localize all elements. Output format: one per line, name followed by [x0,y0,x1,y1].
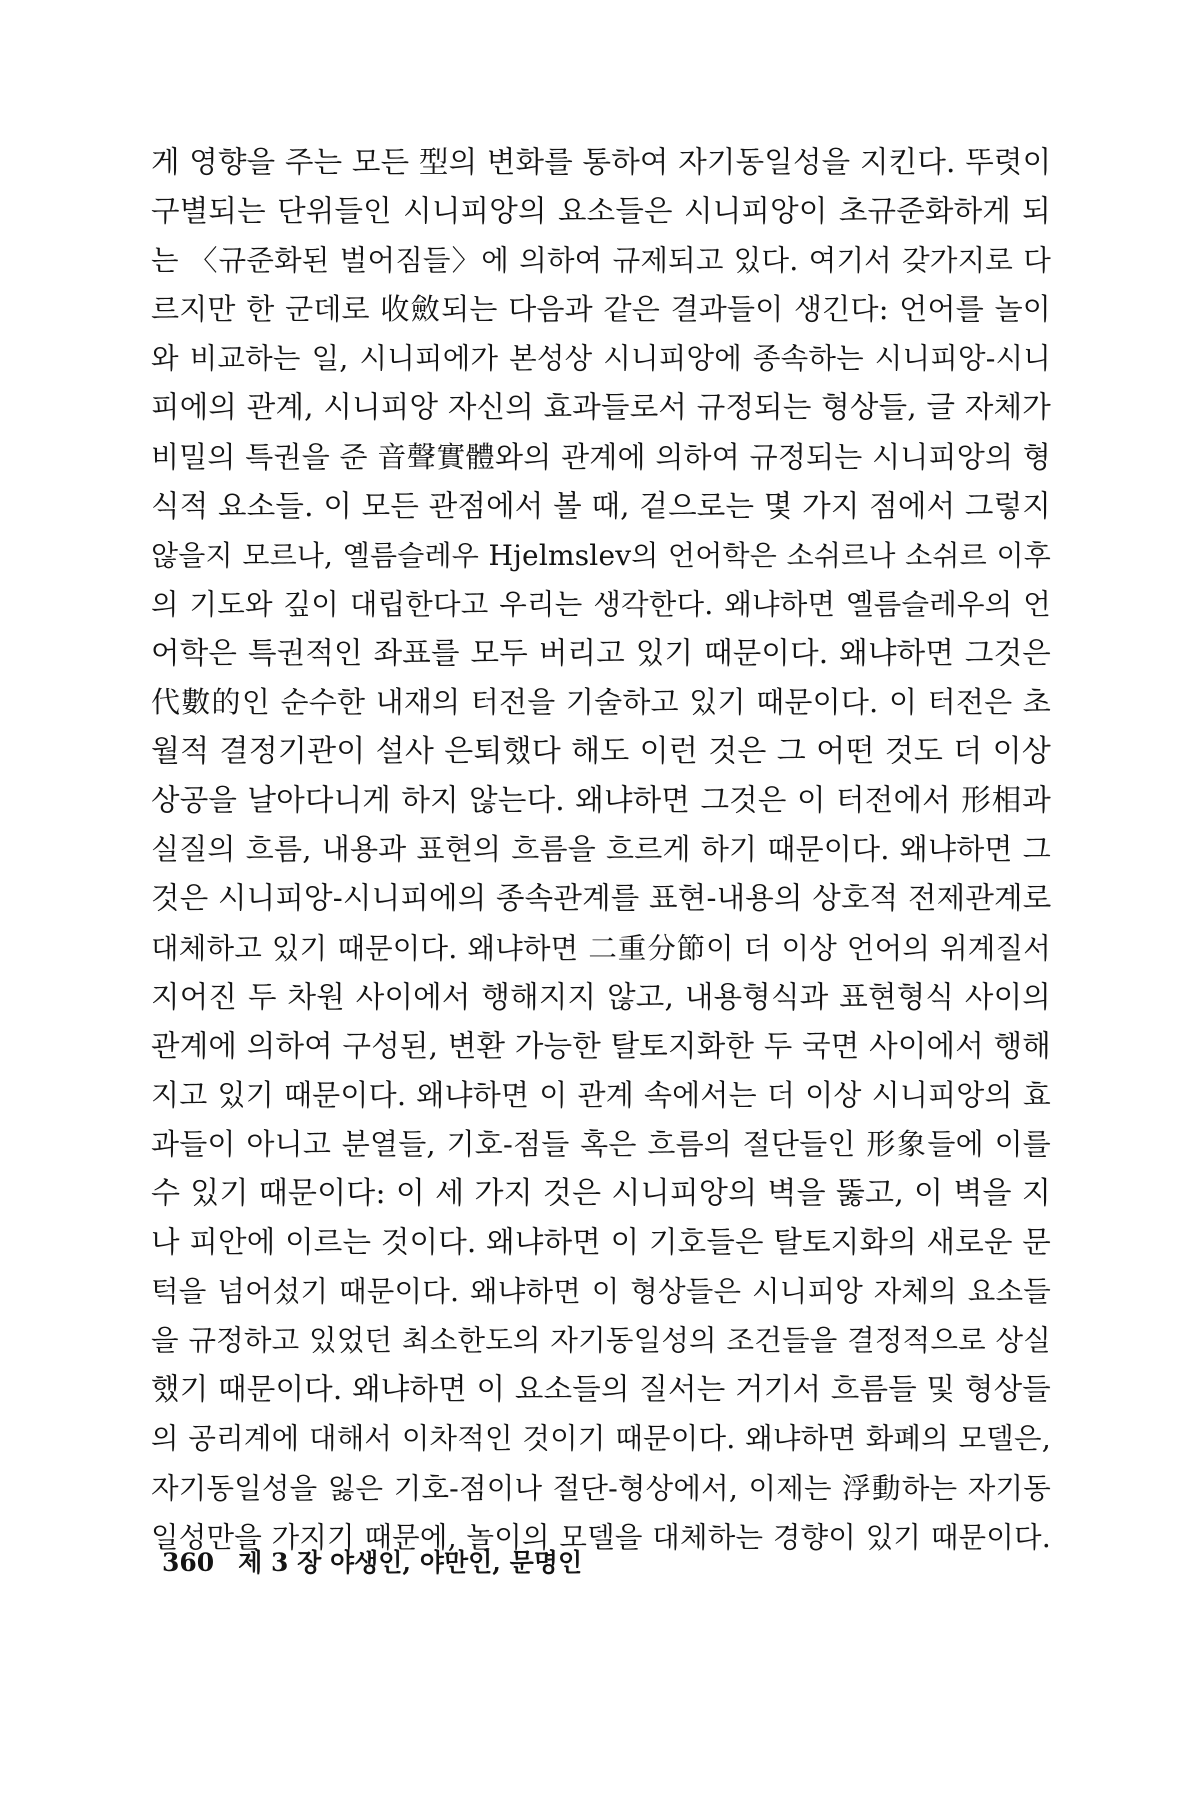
text-line: 의 공리계에 대해서 이차적인 것이기 때문이다. 왜냐하면 화폐의 모델은, [151,1422,1051,1456]
text-line: 비밀의 특권을 준 音聲實體와의 관계에 의하여 규정되는 시니피앙의 형 [151,439,1051,474]
text-line: 과들이 아니고 분열들, 기호-점들 혹은 흐름의 절단들인 形象들에 이를 [151,1126,1051,1161]
body-text [151,138,1051,1562]
text-line: 턱을 넘어섰기 때문이다. 왜냐하면 이 형상들은 시니피앙 자체의 요소들 [151,1275,1051,1309]
text-line: 어학은 특권적인 좌표를 모두 버리고 있기 때문이다. 왜냐하면 그것은 [151,635,1051,670]
text-line: 代數的인 순수한 내재의 터전을 기술하고 있기 때문이다. 이 터전은 초 [151,685,1051,720]
text-line: 식적 요소들. 이 모든 관점에서 볼 때, 겉으로는 몇 가지 점에서 그렇지 [151,488,1051,523]
page-footer [162,1547,582,1579]
text-line: 지어진 두 차원 사이에서 행해지지 않고, 내용형식과 표현형식 사이의 [151,979,1051,1014]
text-line: 게 영향을 주는 모든 型의 변화를 통하여 자기동일성을 지킨다. 뚜렷이 [151,145,1051,179]
text-line: 지고 있기 때문이다. 왜냐하면 이 관계 속에서는 더 이상 시니피앙의 효 [151,1077,1051,1112]
text-line: 는 〈규준화된 벌어짐들〉에 의하여 규제되고 있다. 여기서 갖가지로 다 [151,244,1051,278]
text-line: 구별되는 단위들인 시니피앙의 요소들은 시니피앙이 초규준화하게 되 [151,194,1051,229]
page-number: 360 [162,1548,215,1577]
text-line: 피에의 관계, 시니피앙 자신의 효과들로서 규정되는 형상들, 글 자체가 [151,390,1051,425]
text-line: 했기 때문이다. 왜냐하면 이 요소들의 질서는 거기서 흐름들 및 형상들 [151,1372,1051,1407]
text-line: 을 규정하고 있었던 최소한도의 자기동일성의 조건들을 결정적으로 상실 [151,1324,1051,1358]
text-line: 관계에 의하여 구성된, 변환 가능한 탈토지화한 두 국면 사이에서 행해 [151,1028,1051,1063]
running-head: 제 3 장 야생인, 야만인, 문명인 [238,1548,583,1577]
text-line: 나 피안에 이르는 것이다. 왜냐하면 이 기호들은 탈토지화의 새로운 문 [151,1225,1051,1260]
text-line: 자기동일성을 잃은 기호-점이나 절단-형상에서, 이제는 浮動하는 자기동 [151,1471,1051,1505]
text-line: 수 있기 때문이다: 이 세 가지 것은 시니피앙의 벽을 뚫고, 이 벽을 지 [151,1175,1051,1211]
text-line: 일성만을 가지기 때문에, 놀이의 모델을 대체하는 경향이 있기 때문이다. [151,1520,1051,1554]
text-line: 대체하고 있기 때문이다. 왜냐하면 二重分節이 더 이상 언어의 위계질서 [151,931,1051,965]
text-line: 않을지 모르나, 옐름슬레우 Hjelmslev의 언어학은 소쉬르나 소쉬르 이후 [151,538,1051,572]
text-line: 실질의 흐름, 내용과 표현의 흐름을 흐르게 하기 때문이다. 왜냐하면 그 [151,832,1051,867]
text-line: 것은 시니피앙-시니피에의 종속관계를 표현-내용의 상호적 전제관계로 [151,881,1051,916]
text-line: 월적 결정기관이 설사 은퇴했다 해도 이런 것은 그 어떤 것도 더 이상 [151,734,1051,770]
text-line: 와 비교하는 일, 시니피에가 본성상 시니피앙에 종속하는 시니피앙-시니 [151,342,1051,376]
text-line: 의 기도와 깊이 대립한다고 우리는 생각한다. 왜냐하면 옐름슬레우의 언 [151,587,1051,621]
text-line: 상공을 날아다니게 하지 않는다. 왜냐하면 그것은 이 터전에서 形相과 [151,783,1051,818]
text-line: 르지만 한 군데로 收斂되는 다음과 같은 결과들이 생긴다: 언어를 놀이 [151,292,1051,327]
